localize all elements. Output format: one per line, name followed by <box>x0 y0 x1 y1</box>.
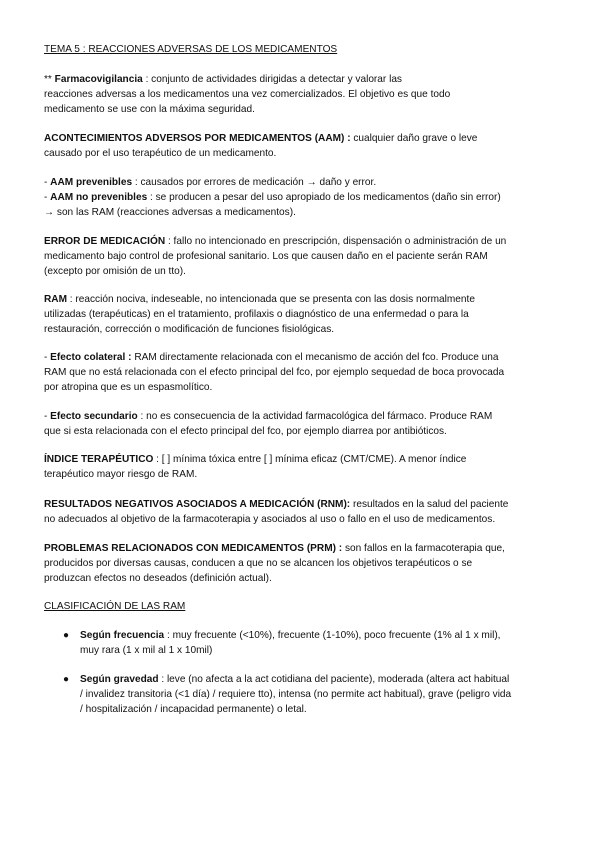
bullet-icon: ● <box>63 630 70 641</box>
def-line: medicamento bajo control de profesional sanitario. Los que causen daño en el paciente serán RAM <box>44 251 488 262</box>
bullet-icon: ● <box>63 674 70 685</box>
def-line: son fallos en la farmacoterapia que, <box>342 543 505 554</box>
term-farmacovigilancia: Farmacovigilancia <box>54 74 143 85</box>
rnm-paragraph <box>44 497 564 527</box>
title-text: TEMA 5 : REACCIONES ADVERSAS DE LOS MEDICAMENTOS <box>44 44 338 55</box>
def-line: : leve (no afecta a la act cotidiana del paciente), moderada (altera act habitual <box>158 674 510 685</box>
def-line: : no es consecuencia de la actividad farmacológica del fármaco. Produce RAM <box>137 411 493 422</box>
def-line: producidos por diversas causas, conducen a que no se alcancen los objetivos terapéuticos o se <box>44 558 473 569</box>
term-secundario: Efecto secundario <box>50 411 138 422</box>
aam-types-paragraph: - AAM prevenibles : causados por errores de medicación → daño y error. - AAM no prevenibles : se producen a pesar del uso apropiado de los medicamentos (daño sin error) → son las RAM (reacciones adversas a medicamentos). <box>44 175 564 220</box>
secundario-paragraph: - Efecto secundario : no es consecuencia de la actividad farmacológica del fármaco. Produce RAM que si esta relacionada con el efecto principal del fco, por ejemplo diarrea por antibióticos. <box>44 409 564 439</box>
clasificacion-heading <box>44 599 564 614</box>
term-prevenibles: AAM prevenibles <box>50 177 133 188</box>
def-line: reacciones adversas a los medicamentos una vez comercializados. El objetivo es que todo <box>44 89 451 100</box>
clasificacion-title: CLASIFICACIÓN DE LAS RAM <box>44 601 186 612</box>
indice-paragraph <box>44 452 564 482</box>
def-line: no adecuados al objetivo de la farmacoterapia y asociados al uso o fallo en el uso de medicamentos. <box>44 514 496 525</box>
term-prm: PROBLEMAS RELACIONADOS CON MEDICAMENTOS (PRM) : <box>44 543 343 554</box>
def-line: resultados en la salud del paciente <box>350 499 509 510</box>
ram-paragraph <box>44 292 564 337</box>
aam-paragraph <box>44 131 564 161</box>
def-line: : conjunto de actividades dirigidas a detectar y valorar las <box>142 74 402 85</box>
def-line: : muy frecuente (<10%), frecuente (1-10%), poco frecuente (1% al 1 x mil), <box>164 630 501 641</box>
prefix: ** <box>44 74 55 85</box>
def-line: → son las RAM (reacciones adversas a medicamentos). <box>44 207 296 218</box>
term-rnm: RESULTADOS NEGATIVOS ASOCIADOS A MEDICACIÓN (RNM): <box>44 499 351 510</box>
error-paragraph <box>44 234 564 279</box>
def-line: medicamento se use con la máxima seguridad. <box>44 104 255 115</box>
def-line: por atropina que es un espasmolítico. <box>44 382 213 393</box>
def-line: / invalidez transitoria (<1 día) / requiere tto), intensa (no permite act habitual), grave (peligro vida <box>80 689 512 700</box>
term-frecuencia: Según frecuencia <box>80 630 165 641</box>
def-line: : causados por errores de medicación → daño y error. <box>132 177 377 188</box>
def-line: cualquier daño grave o leve <box>350 133 478 144</box>
clasificacion-list <box>44 628 564 658</box>
def-line: que si esta relacionada con el efecto principal del fco, por ejemplo diarrea por antibióticos. <box>44 426 447 437</box>
term-gravedad: Según gravedad <box>80 674 159 685</box>
def-line: restauración, corrección o modificación de funciones fisiológicas. <box>44 324 335 335</box>
term-no-prevenibles: AAM no prevenibles <box>50 192 148 203</box>
term-colateral: Efecto colateral : <box>50 352 132 363</box>
def-line: (excepto por omisión de un tto). <box>44 266 186 277</box>
list-item-frecuencia <box>44 628 564 658</box>
def-line: : [ ] mínima tóxica entre [ ] mínima eficaz (CMT/CME). A menor índice <box>153 454 467 465</box>
def-line: causado por el uso terapéutico de un medicamento. <box>44 148 277 159</box>
term-error: ERROR DE MEDICACIÓN <box>44 236 166 247</box>
farmacovigilancia-paragraph <box>44 72 564 117</box>
term-ram: RAM <box>44 294 67 305</box>
def-line: : fallo no intencionado en prescripción, dispensación o administración de un <box>165 236 507 247</box>
def-line: muy rara (1 x mil al 1 x 10mil) <box>80 645 213 656</box>
term-aam: ACONTECIMIENTOS ADVERSOS POR MEDICAMENTOS (AAM) : <box>44 133 351 144</box>
clasificacion-list-2 <box>44 672 564 717</box>
document-title <box>44 42 564 57</box>
def-line: RAM que no está relacionada con el efecto principal del fco, por ejemplo sequedad de boca provocada <box>44 367 505 378</box>
def-line: : reacción nociva, indeseable, no intencionada que se presenta con las dosis normalmente <box>67 294 475 305</box>
def-line: utilizadas (terapéuticas) en el tratamiento, profilaxis o diagnóstico de una enfermedad o para la <box>44 309 469 320</box>
def-line: / hospitalización / incapacidad permanente) o letal. <box>80 704 307 715</box>
list-item-gravedad <box>44 672 564 717</box>
def-line: RAM directamente relacionada con el mecanismo de acción del fco. Produce una <box>131 352 499 363</box>
prm-paragraph <box>44 541 564 586</box>
def-line: produzcan efectos no deseados (definición actual). <box>44 573 272 584</box>
term-indice: ÍNDICE TERAPÉUTICO <box>44 454 154 465</box>
colateral-paragraph: - Efecto colateral : RAM directamente relacionada con el mecanismo de acción del fco. Produce una RAM que no está relacionada con el efecto principal del fco, por ejemplo sequedad de boca provocada por atropina que es un espasmolítico. <box>44 350 564 395</box>
def-line: : se producen a pesar del uso apropiado de los medicamentos (daño sin error) <box>147 192 501 203</box>
def-line: terapéutico mayor riesgo de RAM. <box>44 469 198 480</box>
